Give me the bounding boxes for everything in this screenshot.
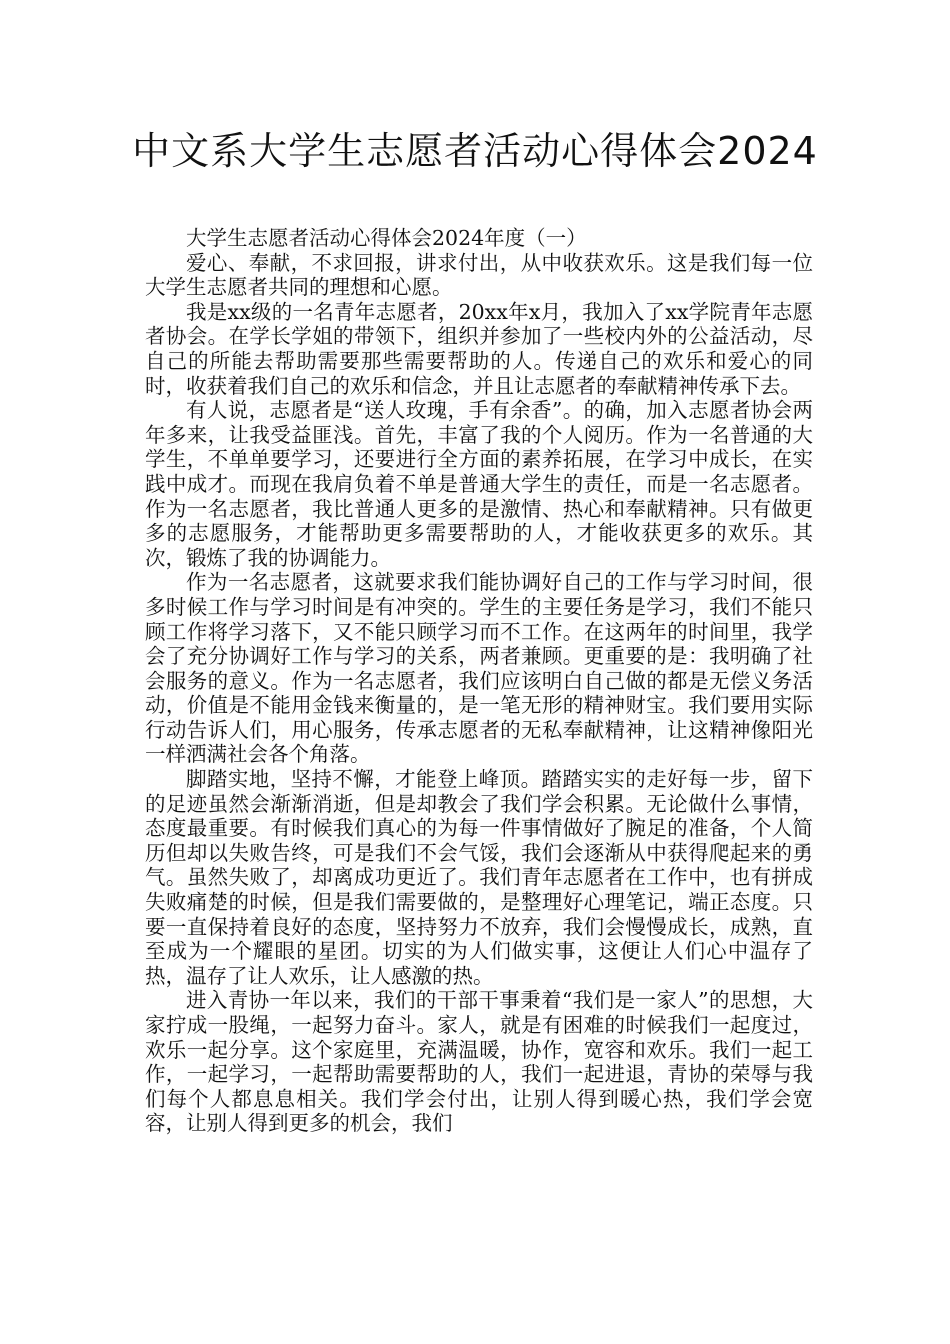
document-body xyxy=(145,226,813,1136)
document-title: 中文系大学生志愿者活动心得体会2024 xyxy=(132,129,818,173)
body-paragraph: 作为一名志愿者，这就要求我们能协调好自己的工作与学习时间，很多时候工作与学习时间是有冲突的。学生的主要任务是学习，我们不能只顾工作将学习落下，又不能只顾学习而不工作。在这两年的时间里，我学会了充分协调好工作与学习的关系，两者兼顾。更重要的是：我明确了社会服务的意义。作为一名志愿者，我们应该明白自己做的都是无偿义务活动，价值是不能用金钱来衡量的，是一笔无形的精神财宝。我们要用实际行动告诉人们，用心服务，传承志愿者的无私奉献精神，让这精神像阳光一样洒满社会各个角落。 xyxy=(145,570,813,767)
body-paragraph: 脚踏实地，坚持不懈，才能登上峰顶。踏踏实实的走好每一步，留下的足迹虽然会渐渐消逝，但是却教会了我们学会积累。无论做什么事情，态度最重要。有时候我们真心的为每一件事情做好了腕足的准备，个人简历但却以失败告终，可是我们不会气馁，我们会逐渐从中获得爬起来的勇气。虽然失败了，却离成功更近了。我们青年志愿者在工作中，也有拼成失败痛楚的时候，但是我们需要做的，是整理好心理笔记，端正态度。只要一直保持着良好的态度，坚持努力不放弃，我们会慢慢成长，成熟，直至成为一个耀眼的星团。切实的为人们做实事，这便让人们心中温存了热，温存了让人欢乐，让人感激的热。 xyxy=(145,767,813,988)
body-paragraph: 进入青协一年以来，我们的干部干事秉着“我们是一家人”的思想，大家拧成一股绳，一起努力奋斗。家人，就是有困难的时候我们一起度过，欢乐一起分享。这个家庭里，充满温暖，协作，宽容和欢乐。我们一起工作，一起学习，一起帮助需要帮助的人，我们一起进退，青协的荣辱与我们每个人都息息相关。我们学会付出，让别人得到暖心热，我们学会宽容，让别人得到更多的机会，我们 xyxy=(145,988,813,1136)
body-paragraph: 我是xx级的一名青年志愿者，20xx年x月，我加入了xx学院青年志愿者协会。在学长学姐的带领下，组织并参加了一些校内外的公益活动，尽自己的所能去帮助需要那些需要帮助的人。传递自己的欢乐和爱心的同时，收获着我们自己的欢乐和信念，并且让志愿者的奉献精神传承下去。 xyxy=(145,299,813,398)
body-paragraph: 有人说，志愿者是“送人玫瑰，手有余香”。的确，加入志愿者协会两年多来，让我受益匪浅。首先，丰富了我的个人阅历。作为一名普通的大学生，不单单要学习，还要进行全方面的素养拓展，在学习中成长，在实践中成才。而现在我肩负着不单是普通大学生的责任，而是一名志愿者。作为一名志愿者，我比普通人更多的是激情、热心和奉献精神。只有做更多的志愿服务，才能帮助更多需要帮助的人，才能收获更多的欢乐。其次，锻炼了我的协调能力。 xyxy=(145,398,813,570)
body-paragraph: 爱心、奉献，不求回报，讲求付出，从中收获欢乐。这是我们每一位大学生志愿者共同的理想和心愿。 xyxy=(145,250,813,300)
section-heading: 大学生志愿者活动心得体会2024年度（一） xyxy=(186,226,587,250)
